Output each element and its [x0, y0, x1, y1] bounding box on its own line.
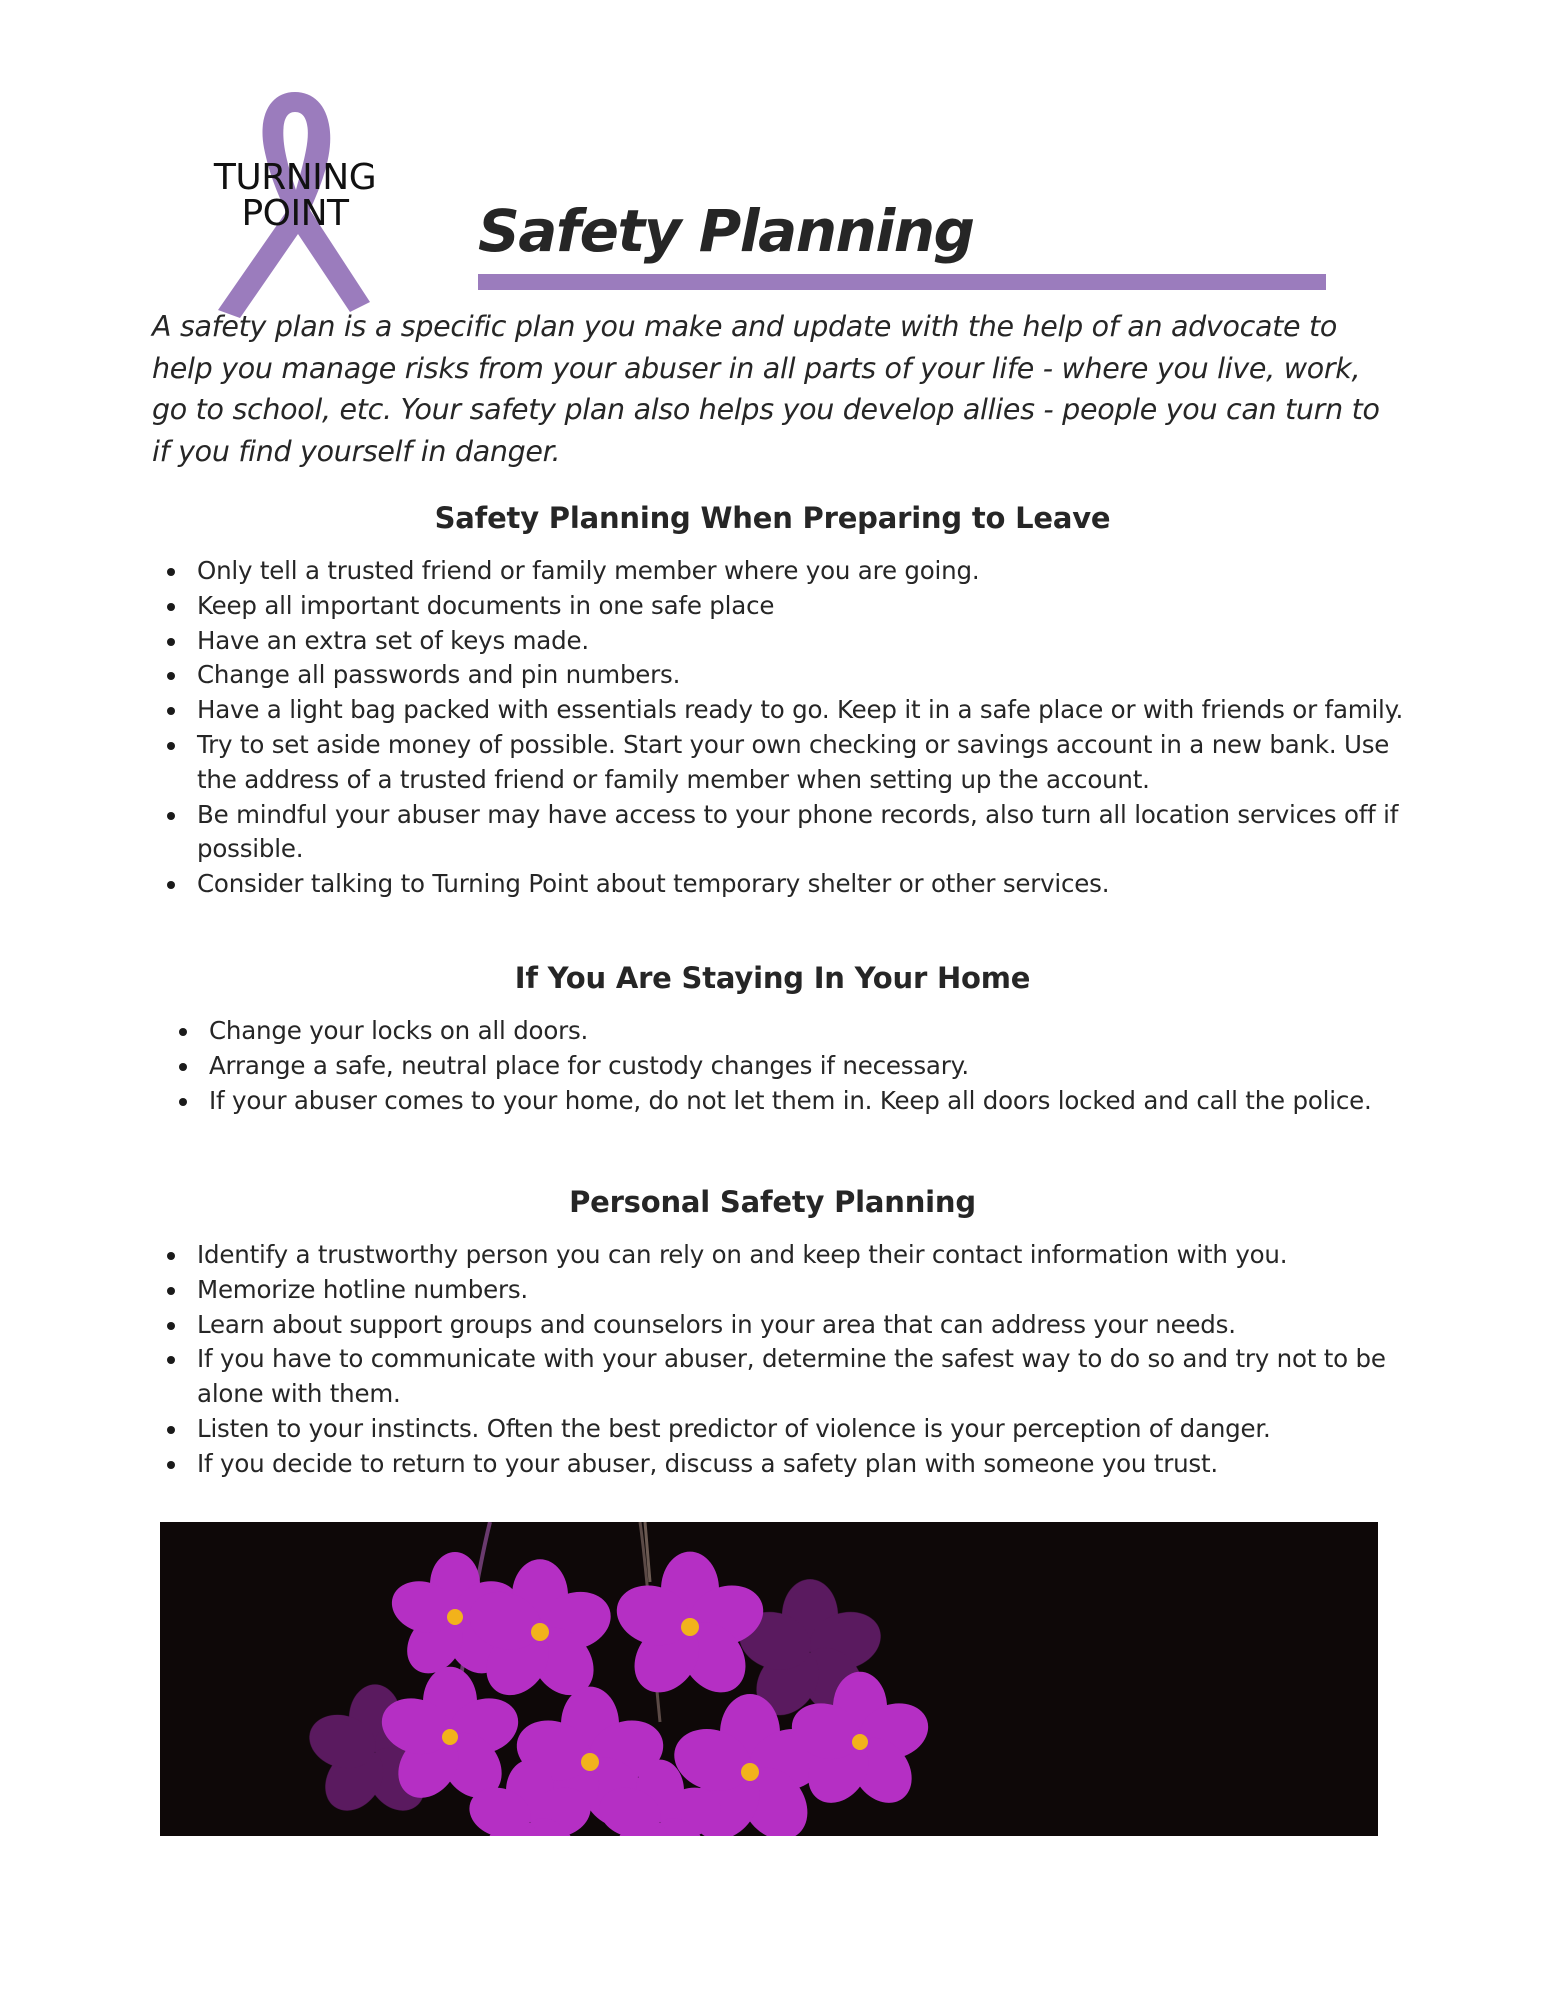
page-title: Safety Planning	[478, 197, 974, 265]
section-heading-preparing-to-leave: Safety Planning When Preparing to Leave	[434, 501, 1111, 535]
list-item: If your abuser comes to your home, do not let them in. Keep all doors locked and call the police.	[167, 1084, 1417, 1119]
section-heading-staying-in-home: If You Are Staying In Your Home	[514, 961, 1031, 995]
list-item: Learn about support groups and counselors in your area that can address your needs.	[155, 1308, 1405, 1343]
logo-text-point: POINT	[241, 193, 349, 234]
list-item: If you decide to return to your abuser, discuss a safety plan with someone you trust.	[155, 1447, 1405, 1482]
staying-in-home-list	[167, 1014, 1417, 1118]
title-underline	[478, 274, 1326, 290]
section-heading-personal-safety: Personal Safety Planning	[569, 1185, 976, 1219]
list-item: Memorize hotline numbers.	[155, 1273, 1405, 1308]
list-item: Change your locks on all doors.	[167, 1014, 1417, 1049]
list-item: Consider talking to Turning Point about temporary shelter or other services.	[155, 867, 1405, 902]
list-item: Identify a trustworthy person you can rely on and keep their contact information with you.	[155, 1238, 1405, 1273]
list-item: Only tell a trusted friend or family member where you are going.	[155, 554, 1405, 589]
list-item: Change all passwords and pin numbers.	[155, 658, 1405, 693]
personal-safety-list	[155, 1238, 1405, 1482]
list-item: Be mindful your abuser may have access to your phone records, also turn all location services off if possible.	[155, 798, 1405, 868]
logo-text-turning: TURNING	[213, 157, 377, 198]
intro-paragraph: A safety plan is a specific plan you make and update with the help of an advocate to help you manage risks from your abuser in all parts of your life - where you live, work, go to school, etc. Your safety plan also helps you develop allies - people you can turn to if you find yourself in danger.	[152, 310, 1380, 468]
list-item: Listen to your instincts. Often the best predictor of violence is your perception of danger.	[155, 1412, 1405, 1447]
turning-point-logo	[200, 86, 400, 326]
list-item: Keep all important documents in one safe place	[155, 589, 1405, 624]
flower-photo-banner	[160, 1522, 1378, 1836]
list-item: Have an extra set of keys made.	[155, 624, 1405, 659]
list-item: Have a light bag packed with essentials ready to go. Keep it in a safe place or with friends or family.	[155, 693, 1405, 728]
list-item: Try to set aside money of possible. Start your own checking or savings account in a new bank. Use the address of a trusted friend or family member when setting up the account.	[155, 728, 1405, 798]
preparing-to-leave-list	[155, 554, 1405, 902]
list-item: Arrange a safe, neutral place for custody changes if necessary.	[167, 1049, 1417, 1084]
list-item: If you have to communicate with your abuser, determine the safest way to do so and try not to be alone with them.	[155, 1342, 1405, 1412]
purple-flowers-image	[160, 1522, 1378, 1836]
